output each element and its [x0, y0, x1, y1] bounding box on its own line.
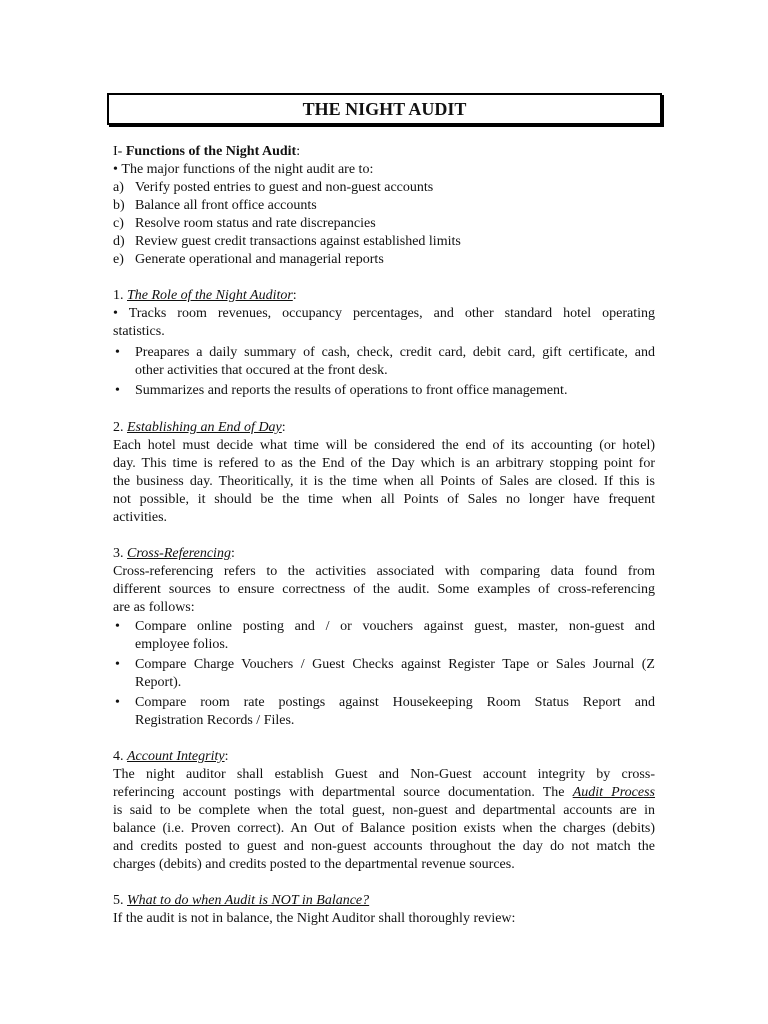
- list-item: b) Balance all front office accounts: [113, 198, 317, 213]
- bullet-icon: •: [115, 657, 120, 672]
- bullet-icon: •: [115, 695, 120, 710]
- role-bullet-1-line-2: statistics.: [113, 324, 165, 339]
- bullet-icon: •: [113, 162, 118, 177]
- not-in-balance-line-1: If the audit is not in balance, the Night Auditor shall thoroughly review:: [113, 911, 516, 926]
- cross-ref-bullet-2-line-1: • Compare Charge Vouchers / Guest Checks against Register Tape or Sales Journal (Z: [115, 657, 655, 672]
- account-integrity-line-5: and credits posted to guest and non-guest accounts throughout the day do not match the: [113, 839, 655, 854]
- account-integrity-line-3: is said to be complete when the total guest, non-guest and departmental accounts are in: [113, 803, 655, 818]
- list-item: a) Verify posted entries to guest and non-guest accounts: [113, 180, 434, 195]
- end-of-day-line-4: not possible, it should be the time when all Points of Sales no longer have frequent: [113, 492, 655, 507]
- document-title: THE NIGHT AUDIT: [107, 93, 662, 125]
- role-bullet-2-line-1: • Preapares a daily summary of cash, check, credit card, debit card, gift certificate, and: [115, 345, 655, 360]
- end-of-day-line-1: Each hotel must decide what time will be considered the end of its accounting (or hotel): [113, 438, 655, 453]
- end-of-day-line-3: the business day. Theoritically, it is the time when all Points of Sales are closed. If this is: [113, 474, 655, 489]
- section-account-integrity-heading: 4. Account Integrity:: [113, 749, 229, 764]
- section-cross-referencing-heading: 3. Cross-Referencing:: [113, 546, 235, 561]
- list-item: e) Generate operational and managerial reports: [113, 252, 384, 267]
- cross-ref-bullet-3-line-1: • Compare room rate postings against Housekeeping Room Status Report and: [115, 695, 655, 710]
- role-bullet-2-line-2: other activities that occured at the front desk.: [135, 363, 388, 378]
- cross-ref-bullet-1-line-2: employee folios.: [135, 637, 229, 652]
- functions-intro: • The major functions of the night audit are to:: [113, 162, 374, 177]
- cross-ref-bullet-1-line-1: • Compare online posting and / or vouchers against guest, master, non-guest and: [115, 619, 655, 634]
- section-role-heading: 1. The Role of the Night Auditor:: [113, 288, 297, 303]
- role-bullet-3: • Summarizes and reports the results of operations to front office management.: [115, 383, 568, 398]
- bullet-icon: •: [113, 306, 118, 321]
- cross-ref-line-2: different sources to ensure correctness of the audit. Some examples of cross-referencing: [113, 582, 655, 597]
- end-of-day-line-2: day. This time is refered to as the End of the Day which is an arbitrary stopping point for: [113, 456, 655, 471]
- role-bullet-1-line-1: • Tracks room revenues, occupancy percentages, and other standard hotel operating: [113, 306, 655, 321]
- account-integrity-line-1: The night auditor shall establish Guest and Non-Guest account integrity by cross-: [113, 767, 655, 782]
- account-integrity-line-4: balance (i.e. Proven correct). An Out of Balance position exists when the charges (debits): [113, 821, 655, 836]
- cross-ref-bullet-2-line-2: Report).: [135, 675, 182, 690]
- list-item: d) Review guest credit transactions against established limits: [113, 234, 461, 249]
- account-integrity-line-6: charges (debits) and credits posted to the departmental revenue sources.: [113, 857, 515, 872]
- end-of-day-line-5: activities.: [113, 510, 168, 525]
- section-end-of-day-heading: 2. Establishing an End of Day:: [113, 420, 286, 435]
- list-item: c) Resolve room status and rate discrepancies: [113, 216, 376, 231]
- bullet-icon: •: [115, 383, 120, 398]
- cross-ref-line-3: are as follows:: [113, 600, 195, 615]
- section-not-in-balance-heading: 5. What to do when Audit is NOT in Balance?: [113, 893, 370, 908]
- bullet-icon: •: [115, 345, 120, 360]
- section-functions-heading: I- Functions of the Night Audit:: [113, 144, 301, 159]
- bullet-icon: •: [115, 619, 120, 634]
- cross-ref-bullet-3-line-2: Registration Records / Files.: [135, 713, 295, 728]
- account-integrity-line-2: referincing account postings with departmental source documentation. The Audit Process: [113, 785, 655, 800]
- cross-ref-line-1: Cross-referencing refers to the activities associated with comparing data found from: [113, 564, 655, 579]
